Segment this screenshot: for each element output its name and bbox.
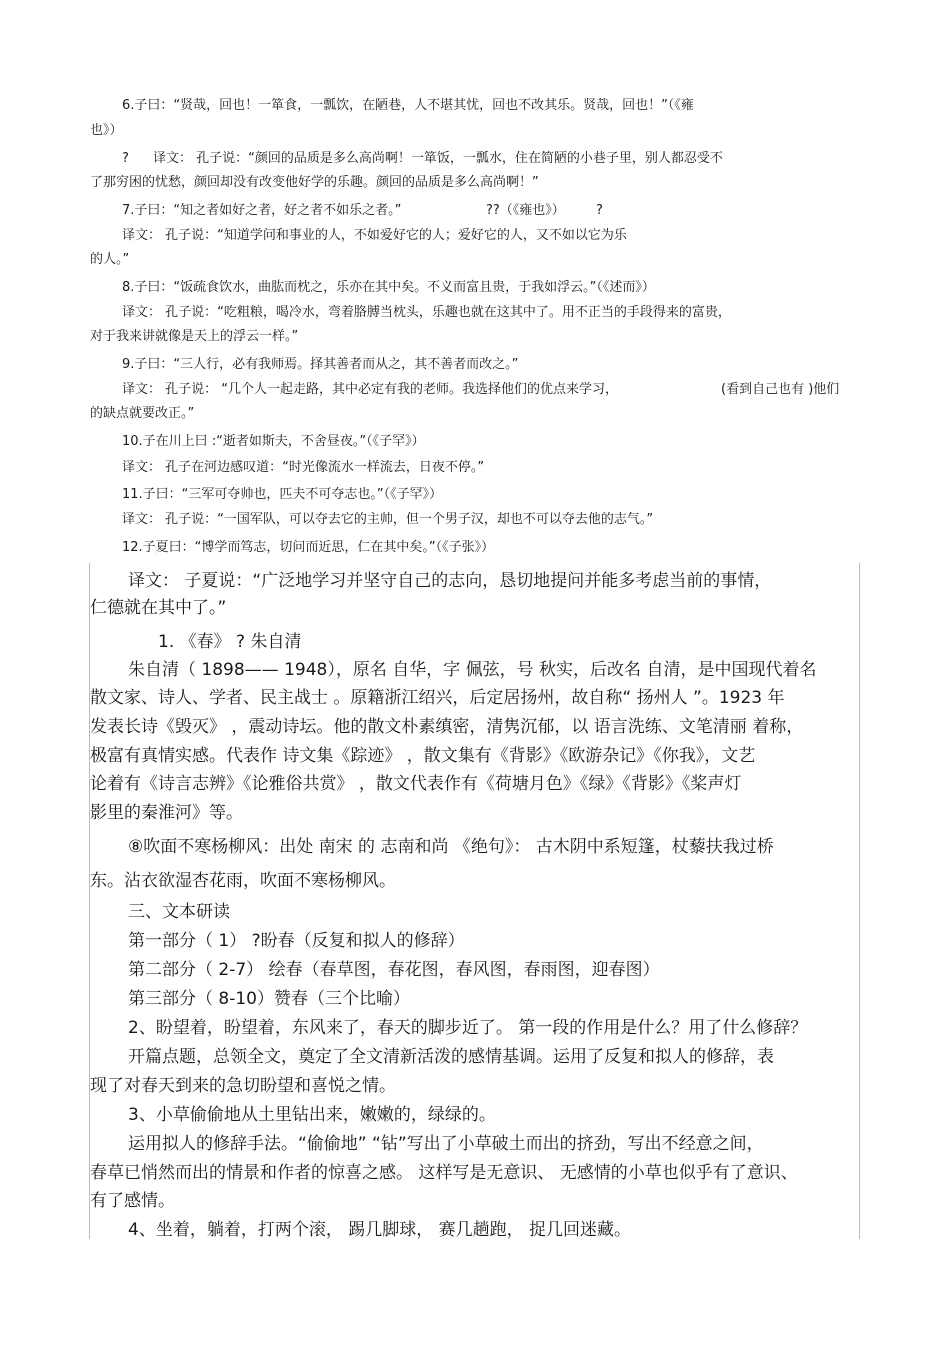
text-frame-right-border	[859, 563, 860, 1239]
text-segment: 10.子在川上曰 :“逝者如斯夫，不舍昼夜。”（《子罕》）	[122, 434, 425, 449]
text-segment: 1. 《春》 ? 朱自清	[158, 632, 302, 652]
text-segment: 3、小草偷偷地从土里钻出来，嫩嫩的，绿绿的。	[128, 1105, 496, 1125]
text-segment: 对于我来讲就像是天上的浮云一样。”	[90, 329, 299, 344]
text-segment: 的人。”	[90, 252, 130, 267]
text-segment: 论着有《诗言志辨》《论雅俗共赏》 ，散文代表作有《荷塘月色》《绿》《背影》《桨声灯	[90, 774, 742, 794]
text-segment: 译文： 孔子说：“知道学问和事业的人，不如爱好它的人；爱好它的人，又不如以它为乐	[122, 228, 627, 243]
text-segment: 6.子曰：“贤哉，回也！一箪食，一瓢饮，在陋巷，人不堪其忧，回也不改其乐。贤哉，回也！”（《雍	[122, 98, 694, 113]
text-segment: 2、盼望着，盼望着，东风来了，春天的脚步近了。 第一段的作用是什么？用了什么修辞？	[128, 1018, 808, 1038]
text-segment: 也》）	[90, 123, 123, 138]
text-segment: 开篇点题，总领全文，奠定了全文清新活泼的感情基调。运用了反复和拟人的修辞，表	[128, 1047, 774, 1067]
text-segment: 现了对春天到来的急切盼望和喜悦之情。	[90, 1076, 396, 1096]
text-segment: 9.子曰：“三人行，必有我师焉。择其善者而从之，其不善者而改之。”	[122, 357, 519, 372]
text-segment: 极富有真情实感。代表作 诗文集《踪迹》 ，散文集有《背影》《欧游杂记》《你我》，文艺	[90, 746, 756, 766]
text-frame-left-border	[89, 563, 90, 1239]
text-segment: ?	[122, 151, 129, 166]
text-segment: 朱自清（ 1898—— 1948），原名 自华，字 佩弦，号 秋实，后改名 自清，是中国现代着名	[128, 660, 817, 680]
text-segment: 有了感情。	[90, 1191, 175, 1211]
text-segment: 第一部分（ 1） ?盼春（反复和拟人的修辞）	[128, 931, 465, 951]
text-segment: ??（《雍也》）	[486, 203, 565, 218]
text-segment: 第二部分（ 2-7） 绘春（春草图，春花图，春风图，春雨图，迎春图）	[128, 960, 660, 980]
text-segment: 仁德就在其中了。”	[90, 598, 227, 618]
text-segment: 三、文本研读	[128, 902, 230, 922]
text-segment: 东。沾衣欲湿杏花雨，吹面不寒杨柳风。	[90, 871, 396, 891]
text-segment: 译文： 孔子说：“吃粗粮，喝冷水，弯着胳膊当枕头，乐趣也就在这其中了。用不正当的手段得来的富贵，	[122, 305, 731, 320]
text-segment: 译文： 孔子说：“一国军队，可以夺去它的主帅，但一个男子汉，却也不可以夺去他的志气。”	[122, 512, 654, 527]
text-segment: 第三部分（ 8-10）赞春（三个比喻）	[128, 989, 410, 1009]
text-segment: 译文： 孔子在河边感叹道：“时光像流水一样流去，日夜不停。”	[122, 460, 485, 475]
text-segment: 影里的秦淮河》等。	[90, 803, 243, 823]
text-segment: 8.子曰：“饭疏食饮水，曲肱而枕之，乐亦在其中矣。不义而富且贵，于我如浮云。”（《述而》）	[122, 280, 655, 295]
text-segment: 12.子夏曰：“博学而笃志，切问而近思，仁在其中矣。”（《子张》）	[122, 540, 495, 555]
text-segment: 译文： 子夏说：“广泛地学习并坚守自己的志向，恳切地提问并能多考虑当前的事情，	[128, 571, 772, 591]
text-segment: 的缺点就要改正。”	[90, 406, 195, 421]
text-segment: 了那穷困的忧愁，颜回却没有改变他好学的乐趣。颜回的品质是多么高尚啊！”	[90, 175, 539, 190]
text-segment: ?	[596, 203, 603, 218]
text-segment: 4、坐着，躺着，打两个滚， 踢几脚球， 赛几趟跑， 捉几回迷藏。	[128, 1220, 632, 1240]
text-segment: (看到自己也有 )他们	[721, 382, 840, 397]
text-segment: 11.子曰：“三军可夺帅也，匹夫不可夺志也。”（《子罕》）	[122, 487, 443, 502]
text-segment: 春草已悄然而出的情景和作者的惊喜之感。 这样写是无意识、 无感情的小草也似乎有了意识、	[90, 1163, 798, 1183]
text-segment: 发表长诗《毁灭》 ，震动诗坛。他的散文朴素缜密，清隽沉郁，以 语言洗练、文笔清丽 着称，	[90, 717, 804, 737]
text-segment: 译文： 孔子说：“颜回的品质是多么高尚啊！一箪饭，一瓢水，住在简陋的小巷子里，别人都忍受不	[153, 151, 723, 166]
text-segment: 译文： 孔子说： “几个人一起走路，其中必定有我的老师。我选择他们的优点来学习，	[122, 382, 619, 397]
text-segment: 运用拟人的修辞手法。“偷偷地” “钻”写出了小草破土而出的挤劲，写出不经意之间，	[128, 1134, 764, 1154]
text-segment: 7.子曰：“知之者如好之者，好之者不如乐之者。”	[122, 203, 402, 218]
text-segment: 散文家、诗人、学者、民主战士 。原籍浙江绍兴，后定居扬州，故自称“ 扬州人 ”。1923 年	[90, 688, 785, 708]
text-segment: ⑧吹面不寒杨柳风：出处 南宋 的 志南和尚 《绝句》： 古木阴中系短篷，杖藜扶我过桥	[128, 837, 774, 857]
